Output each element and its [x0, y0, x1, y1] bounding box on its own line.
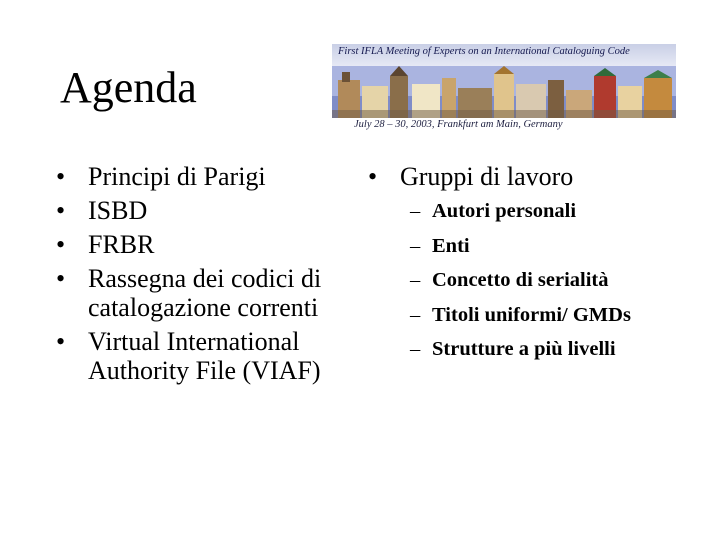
list-item-text: Virtual International Authority File (VIAF)	[88, 327, 321, 385]
sub-item-text: Enti	[432, 234, 470, 257]
sub-list-item	[368, 235, 698, 259]
slide-title: Agenda	[60, 63, 197, 112]
working-groups-list	[368, 200, 698, 362]
list-item-text: Principi di Parigi	[88, 162, 266, 191]
banner-bottom-text: July 28 – 30, 2003, Frankfurt am Main, Germany	[354, 119, 563, 130]
list-item	[56, 230, 356, 259]
bullet-icon: •	[368, 162, 378, 191]
list-item-text: ISBD	[88, 196, 148, 225]
dash-icon: –	[410, 269, 421, 291]
working-groups-heading	[368, 162, 698, 191]
working-groups-section	[368, 162, 698, 373]
list-item	[56, 264, 356, 322]
list-item-text: FRBR	[88, 230, 155, 259]
bullet-icon: •	[56, 327, 66, 356]
banner-footer	[332, 118, 676, 134]
sub-item-text: Strutture a più livelli	[432, 338, 616, 360]
list-item-text: Rassegna dei codici di catalogazione correnti	[88, 264, 322, 322]
city-skyline-image	[332, 66, 676, 118]
dash-icon: –	[410, 234, 421, 257]
banner-top-text: First IFLA Meeting of Experts on an International Cataloguing Code	[338, 46, 630, 57]
sub-list-item	[368, 269, 698, 293]
sub-item-text: Titoli uniformi/ GMDs	[432, 303, 631, 326]
agenda-list	[56, 162, 356, 390]
dash-icon: –	[410, 200, 421, 222]
bullet-icon: •	[56, 264, 66, 293]
sub-list-item	[368, 200, 698, 224]
list-item	[56, 196, 356, 225]
bullet-icon: •	[56, 230, 66, 259]
dash-icon: –	[410, 338, 421, 360]
sub-item-text: Concetto di serialità	[432, 269, 609, 291]
heading-text: Gruppi di lavoro	[400, 162, 574, 191]
sub-list-item	[368, 304, 647, 328]
list-item	[56, 327, 356, 385]
conference-banner-image	[332, 44, 676, 134]
banner-header	[332, 44, 676, 66]
dash-icon: –	[410, 303, 421, 326]
skyline-illustration	[332, 66, 676, 118]
sub-list-item	[368, 338, 698, 362]
list-item	[56, 162, 356, 191]
bullet-icon: •	[56, 196, 66, 225]
bullet-icon: •	[56, 162, 66, 191]
sub-item-text: Autori personali	[432, 200, 577, 222]
